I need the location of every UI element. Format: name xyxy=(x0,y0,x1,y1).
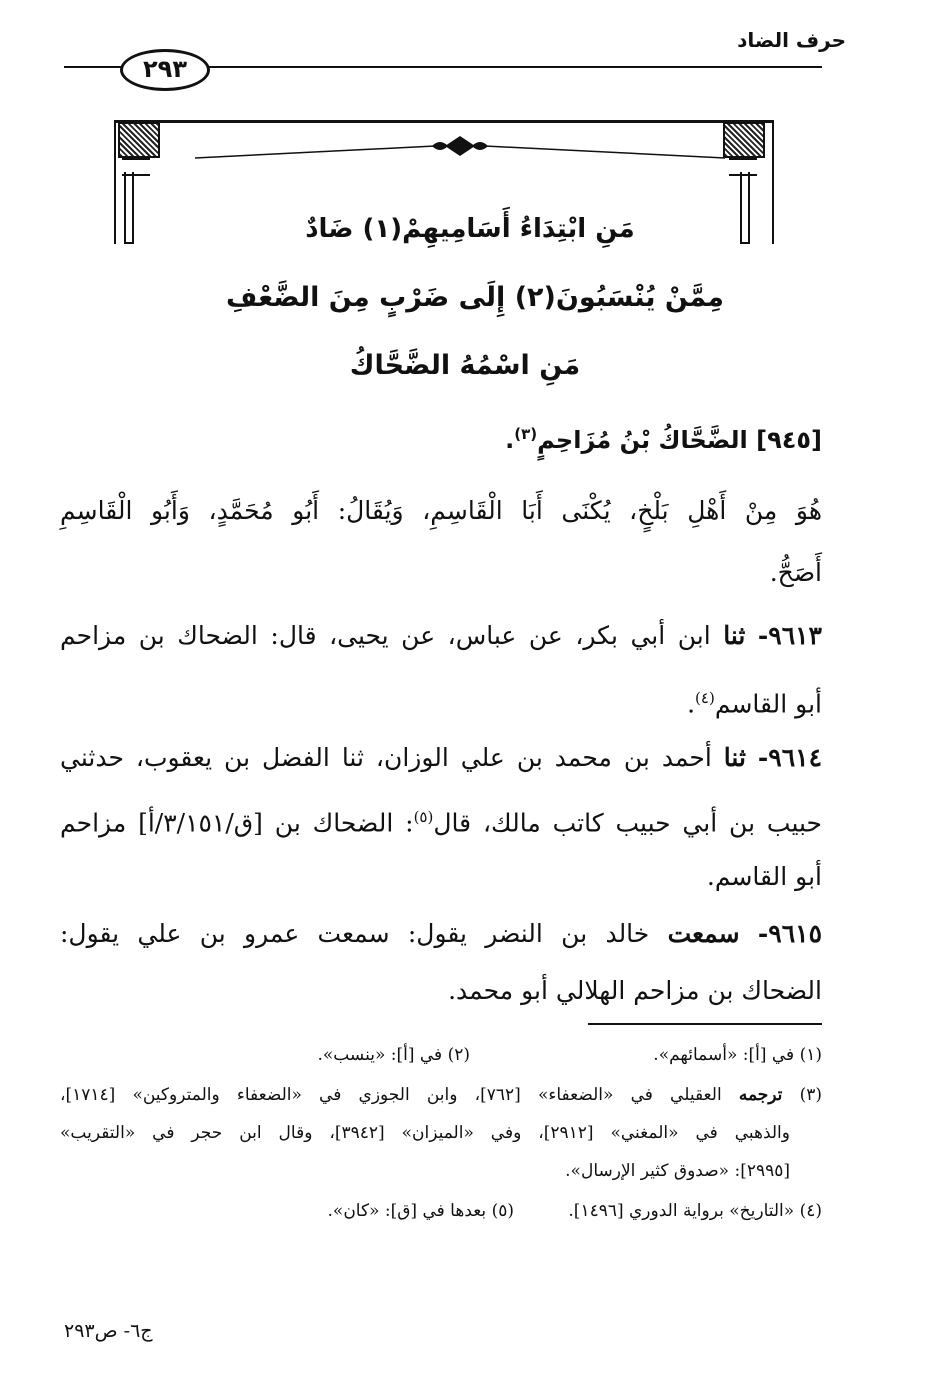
left-frame-edge xyxy=(114,122,116,244)
footnote-ref-4: (٤) xyxy=(695,689,715,707)
narration-number: ٩٦١٣- xyxy=(757,621,822,650)
footnote-3-line2: والذهبي في «المغني» [٢٩١٢]، وفي «الميزان» [٣٩٤٢]، وقال ابن حجر في «التقريب» xyxy=(60,1123,790,1143)
narration-text: أبو القاسم xyxy=(714,689,822,719)
narration-9614-line1 xyxy=(60,727,822,789)
right-frame-edge xyxy=(772,122,774,244)
narration-text: حبيب بن أبي حبيب كاتب مالك، قال xyxy=(433,808,822,838)
footnote-text: العقيلي في «الضعفاء» [٧٦٢]، وابن الجوزي في «الضعفاء والمتروكين» [١٧١٤]، xyxy=(60,1085,722,1105)
narration-keyword: ثنا xyxy=(723,743,746,772)
narration-text: خالد بن النضر يقول: سمعت عمرو بن علي يقول: xyxy=(60,919,650,948)
entry-title xyxy=(505,425,822,454)
narration-9613-line1 xyxy=(60,605,822,667)
footnote-2: (٢) في [أ]: «ينسب». xyxy=(317,1045,470,1065)
narration-9614-line2 xyxy=(60,786,822,854)
entry-name: الضَّحَّاكُ بْنُ مُزَاحِمٍ xyxy=(537,426,748,454)
narration-9614-line3: أبو القاسم. xyxy=(706,862,822,891)
right-pillar xyxy=(740,172,750,244)
footnote-ref-3: (٣) xyxy=(514,425,538,443)
narration-keyword: سمعت xyxy=(667,919,740,948)
narration-text: ابن أبي بكر، عن عباس، عن يحيى، قال: الضحاك بن مزاحم xyxy=(60,621,711,650)
footnote-keyword: ترجمه xyxy=(738,1085,783,1105)
frame-top-rule xyxy=(114,120,774,123)
narration-number: ٩٦١٥- xyxy=(757,919,823,948)
footnote-4: (٤) «التاريخ» برواية الدوري [١٤٩٦]. xyxy=(568,1201,822,1221)
narration-9615-line2: الضحاك بن مزاحم الهلالي أبو محمد. xyxy=(448,976,822,1005)
footnote-rule xyxy=(588,1023,822,1025)
page-number: ٢٩٣ xyxy=(120,49,210,91)
running-head: حرف الضاد xyxy=(737,28,846,52)
footnote-5: (٥) بعدها في [ق]: «كان». xyxy=(327,1201,514,1221)
footnote-1: (١) في [أ]: «أسمائهم». xyxy=(653,1045,822,1065)
narration-end: . xyxy=(687,689,696,719)
footnote-3-line1 xyxy=(60,1080,822,1110)
narration-keyword: ثنا xyxy=(723,621,746,650)
entry-end: . xyxy=(505,426,515,454)
flourish-ornament xyxy=(160,128,760,168)
left-capital-ornament xyxy=(118,122,160,158)
bio-paragraph-line1: هُوَ مِنْ أَهْلِ بَلْخٍ، يُكْنَى أَبَا الْقَاسِمِ، وَيُقَالُ: أَبُو مُحَمَّدٍ، وَأَبُو الْقَاسِمِ xyxy=(60,496,822,525)
narration-9613-line2 xyxy=(60,667,822,735)
entry-number: [٩٤٥] xyxy=(756,426,822,454)
bio-paragraph-line2: أَصَحُّ. xyxy=(769,558,822,587)
narration-text: : الضحاك بن [ق/٣/١٥١/أ] مزاحم xyxy=(60,808,414,838)
footnote-3-line3: [٢٩٩٥]: «صدوق كثير الإرسال». xyxy=(565,1161,790,1181)
footnote-ref-5: (٥) xyxy=(413,808,434,826)
section-heading-3: مَنِ اسْمُهُ الضَّحَّاكُ xyxy=(349,350,581,381)
section-heading-1: مَنِ ابْتِدَاءُ أَسَامِيهِمْ(١) ضَادٌ xyxy=(305,214,635,244)
footnote-label: (٣) xyxy=(799,1085,822,1105)
narration-text: أحمد بن محمد بن علي الوزان، ثنا الفضل بن يعقوب، حدثني xyxy=(60,743,712,772)
volume-page-footer: ج٦- ص٢٩٣ xyxy=(64,1320,153,1342)
left-pillar xyxy=(124,172,134,244)
narration-9615-line1 xyxy=(60,903,822,965)
section-heading-2: مِمَّنْ يُنْسَبُونَ(٢) إِلَى ضَرْبٍ مِنَ الضَّعْفِ xyxy=(225,282,725,313)
narration-number: ٩٦١٤- xyxy=(757,743,823,772)
